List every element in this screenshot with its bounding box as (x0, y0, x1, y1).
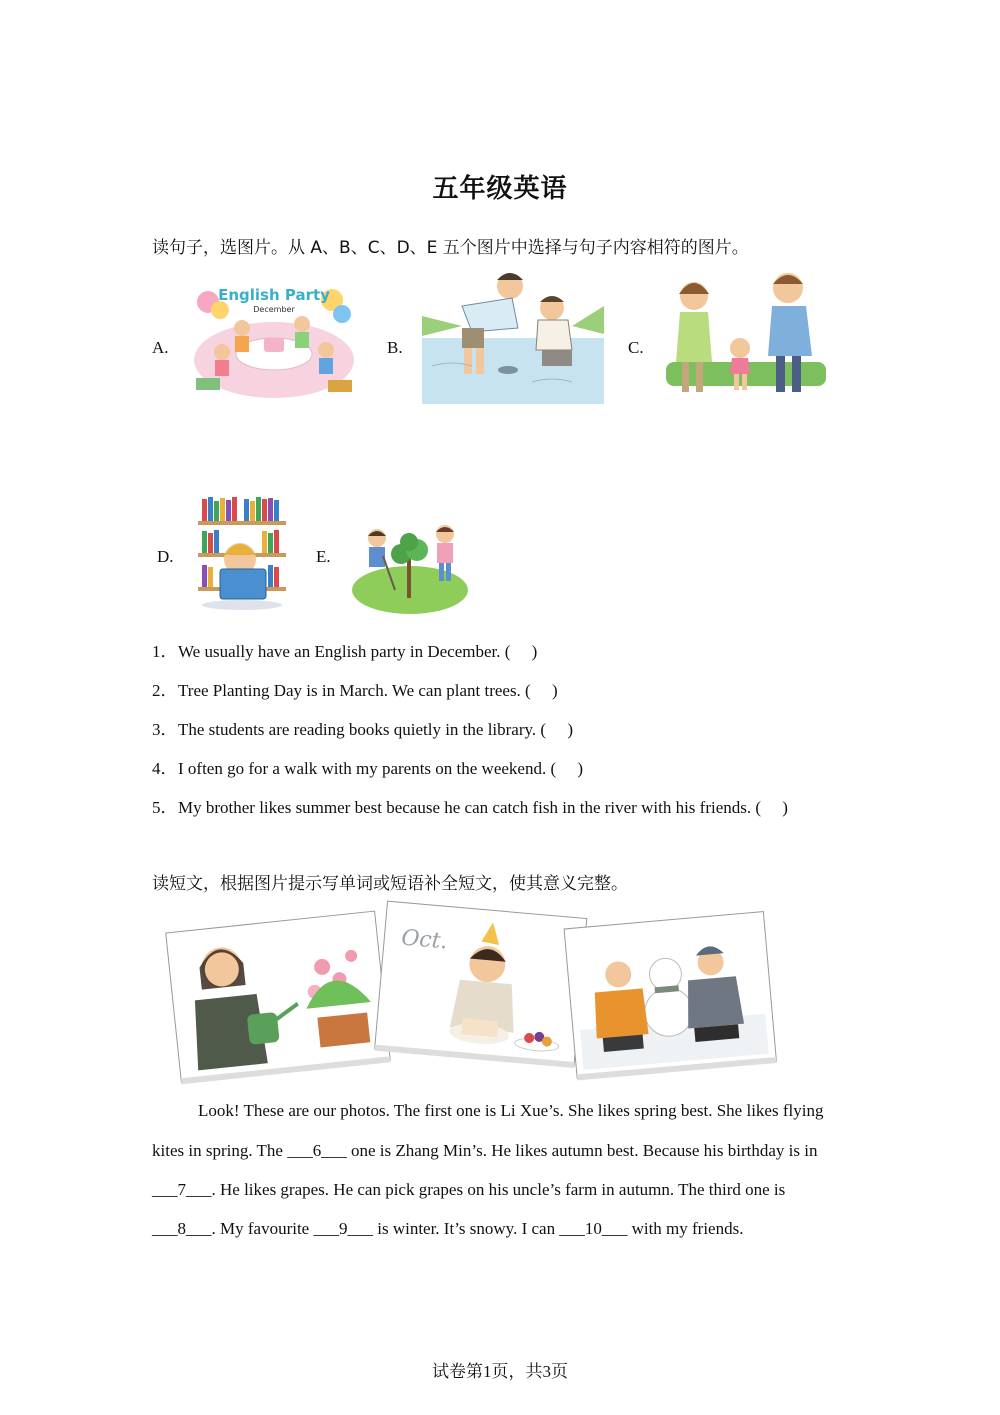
photo-winter (564, 912, 776, 1081)
english-party-picture (192, 280, 357, 402)
party-banner-text: English Party (218, 286, 330, 304)
tree-planting-picture (351, 520, 469, 616)
section1-instruction: 读句子，选图片。从 A、B、C、D、E 五个图片中选择与句子内容相符的图片。 (152, 238, 749, 258)
question-3: 3．The students are reading books quietly in the library. ( ) (152, 720, 573, 739)
question-1: 1．We usually have an English party in December. ( ) (152, 642, 538, 661)
question-5: 5．My brother likes summer best because he can catch fish in the river with his friends. ( ) (152, 798, 788, 817)
passage-line-3: ___7___. He likes grapes. He can pick grapes on his uncle’s farm in autumn. The third one is (152, 1180, 786, 1199)
option-d-label: D. (157, 547, 174, 566)
party-banner-subtext: December (253, 305, 295, 314)
passage-line-4: ___8___. My favourite ___9___ is winter. It’s snowy. I can ___10___ with my friends. (152, 1219, 744, 1238)
passage-line-1: Look! These are our photos. The first one is Li Xue’s. She likes spring best. She likes flying (198, 1101, 824, 1120)
question-4: 4．I often go for a walk with my parents on the weekend. ( ) (152, 759, 584, 778)
option-a-label: A. (152, 338, 169, 357)
page-title: 五年级英语 (432, 174, 568, 204)
river-fishing-picture (422, 266, 604, 404)
option-b-label: B. (387, 338, 403, 357)
photo-spring (166, 911, 391, 1084)
photo-autumn (374, 901, 586, 1068)
question-2: 2．Tree Planting Day is in March. We can plant trees. ( ) (152, 681, 558, 700)
season-photos (165, 902, 785, 1084)
library-reading-picture (196, 493, 288, 613)
page-footer: 试卷第1页，共3页 (432, 1362, 568, 1381)
section2-instruction: 读短文，根据图片提示写单词或短语补全短文，使其意义完整。 (152, 874, 628, 894)
family-walk-picture (666, 266, 826, 402)
option-e-label: E. (316, 547, 331, 566)
option-c-label: C. (628, 338, 644, 357)
photo-caption: Oct. (400, 925, 449, 955)
passage-line-2: kites in spring. The ___6___ one is Zhang Min’s. He likes autumn best. Because his birthday is in (152, 1141, 818, 1160)
